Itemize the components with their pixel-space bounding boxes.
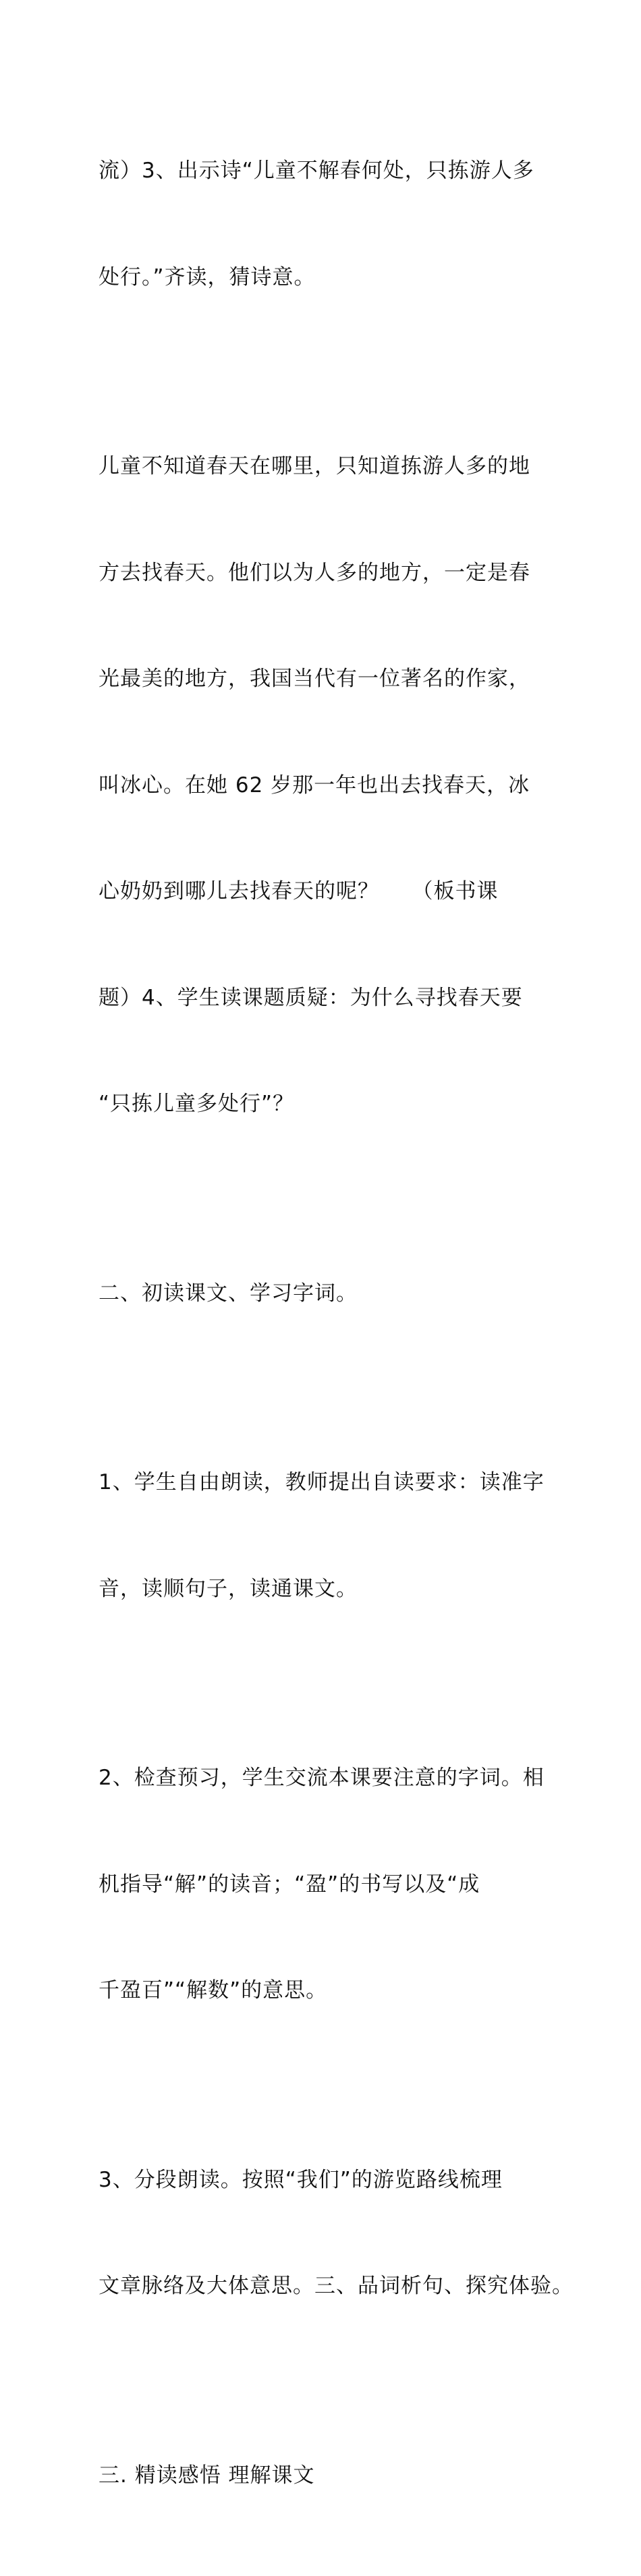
text-line: 流）3、出示诗“儿童不解春何处，只拣游人多	[99, 159, 534, 183]
section-heading-first-reading	[99, 1205, 564, 1382]
text-line: “只拣儿童多处行”？	[99, 1092, 295, 1116]
paragraph-poem-explanation	[99, 378, 564, 1193]
section-heading-close-reading	[99, 2387, 564, 2565]
text-line: 儿童不知道春天在哪里，只知道拣游人多的地	[99, 454, 530, 478]
text-line: 光最美的地方，我国当代有一位著名的作家，	[99, 667, 530, 691]
text-line: 二、初读课文、学习字词。	[99, 1281, 358, 1306]
text-line: 2、检查预习，学生交流本课要注意的字词。相	[99, 1766, 545, 1790]
paragraph-step-3	[99, 2092, 574, 2375]
text-line: 机指导“解”的读音；“盈”的书写以及“成	[99, 1872, 480, 1897]
text-line: 千盈百”“解数”的意思。	[99, 1978, 328, 2003]
text-line: 叫冰心。在她 62 岁那一年也出去找春天，冰	[99, 773, 530, 797]
text-line: 处行。”齐读，猜诗意。	[99, 264, 316, 289]
text-line: 方去找春天。他们以为人多的地方，一定是春	[99, 560, 530, 585]
text-line: 三. 精读感悟 理解课文	[99, 2463, 315, 2488]
text-line: 3、分段朗读。按照“我们”的游览路线梳理	[99, 2167, 503, 2192]
paragraph-poem-intro	[99, 82, 564, 366]
text-line: 1、学生自由朗读，教师提出自读要求：读准字	[99, 1470, 545, 1494]
paragraph-step-2	[99, 1689, 564, 2079]
text-line: 音，读顺句子，读通课文。	[99, 1576, 358, 1601]
paragraph-step-1	[99, 1394, 564, 1677]
text-line: 题）4、学生读课题质疑：为什么寻找春天要	[99, 985, 523, 1010]
text-line: 文章脉络及大体意思。三、品词析句、探究体验。	[99, 2274, 574, 2298]
document-page	[99, 82, 574, 2576]
text-line: 心奶奶到哪儿去找春天的呢？ （板书课	[99, 879, 499, 903]
